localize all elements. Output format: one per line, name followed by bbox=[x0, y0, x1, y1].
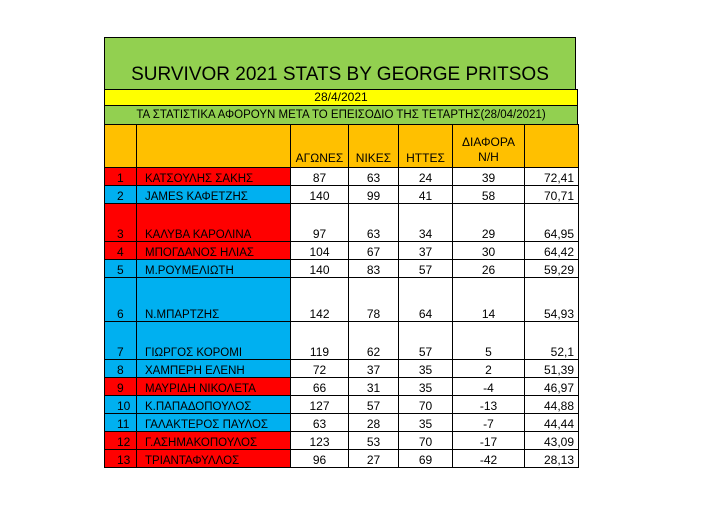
rank-cell: 10 bbox=[105, 396, 137, 414]
rank-cell: 7 bbox=[105, 322, 137, 360]
wins-cell: 37 bbox=[349, 360, 399, 378]
table-row bbox=[105, 432, 579, 450]
wins-cell: 63 bbox=[349, 204, 399, 242]
win-pct-cell: 44,88 bbox=[525, 396, 579, 414]
games-cell: 123 bbox=[291, 432, 349, 450]
header-rank bbox=[105, 125, 137, 168]
win-pct-cell: 43,09 bbox=[525, 432, 579, 450]
player-name-cell: JAMES ΚΑΦΕΤΖΗΣ bbox=[137, 186, 291, 204]
rank-cell: 13 bbox=[105, 450, 137, 468]
wins-cell: 31 bbox=[349, 378, 399, 396]
wins-cell: 83 bbox=[349, 260, 399, 278]
table-row bbox=[105, 414, 579, 432]
table-row bbox=[105, 360, 579, 378]
table-row bbox=[105, 378, 579, 396]
diff-cell: 26 bbox=[453, 260, 525, 278]
table-row bbox=[105, 260, 579, 278]
losses-cell: 37 bbox=[399, 242, 453, 260]
player-name-cell: Ν.ΜΠΑΡΤΖΗΣ bbox=[137, 278, 291, 322]
player-name-cell: ΜΠΟΓΔΑΝΟΣ ΗΛΙΑΣ bbox=[137, 242, 291, 260]
losses-cell: 57 bbox=[399, 322, 453, 360]
player-name-cell: ΤΡΙΑΝΤΑΦΥΛΛΟΣ bbox=[137, 450, 291, 468]
table-row bbox=[105, 450, 579, 468]
table-row bbox=[105, 396, 579, 414]
losses-cell: 35 bbox=[399, 378, 453, 396]
diff-cell: -42 bbox=[453, 450, 525, 468]
losses-cell: 24 bbox=[399, 168, 453, 186]
player-name-cell: ΚΑΤΣΟΥΛΗΣ ΣΑΚΗΣ bbox=[137, 168, 291, 186]
games-cell: 140 bbox=[291, 186, 349, 204]
header-diff: ΔΙΑΦΟΡΑ Ν/Η bbox=[453, 125, 525, 168]
table-row bbox=[105, 186, 579, 204]
sheet-note: ΤΑ ΣΤΑΤΙΣΤΙΚΑ ΑΦΟΡΟΥΝ ΜΕΤΑ ΤΟ ΕΠΕΙΣΟΔΙΟ ΤΗΣ ΤΕΤΑΡΤΗΣ(28/04/2021) bbox=[104, 105, 578, 124]
rank-cell: 1 bbox=[105, 168, 137, 186]
losses-cell: 70 bbox=[399, 432, 453, 450]
games-cell: 96 bbox=[291, 450, 349, 468]
table-row bbox=[105, 322, 579, 360]
player-name-cell: ΓΙΩΡΓΟΣ ΚΟΡΟΜΙ bbox=[137, 322, 291, 360]
losses-cell: 64 bbox=[399, 278, 453, 322]
win-pct-cell: 54,93 bbox=[525, 278, 579, 322]
games-cell: 119 bbox=[291, 322, 349, 360]
header-pct bbox=[525, 125, 579, 168]
rank-cell: 6 bbox=[105, 278, 137, 322]
wins-cell: 53 bbox=[349, 432, 399, 450]
stats-table bbox=[104, 124, 579, 468]
player-name-cell: ΓΑΛΑΚΤΕΡΟΣ ΠΑΥΛΟΣ bbox=[137, 414, 291, 432]
header-wins: ΝΙΚΕΣ bbox=[349, 125, 399, 168]
games-cell: 72 bbox=[291, 360, 349, 378]
header-row bbox=[105, 125, 579, 168]
losses-cell: 41 bbox=[399, 186, 453, 204]
losses-cell: 35 bbox=[399, 360, 453, 378]
rank-cell: 3 bbox=[105, 204, 137, 242]
games-cell: 97 bbox=[291, 204, 349, 242]
losses-cell: 70 bbox=[399, 396, 453, 414]
table-row bbox=[105, 204, 579, 242]
table-row bbox=[105, 242, 579, 260]
games-cell: 142 bbox=[291, 278, 349, 322]
wins-cell: 63 bbox=[349, 168, 399, 186]
rank-cell: 9 bbox=[105, 378, 137, 396]
games-cell: 87 bbox=[291, 168, 349, 186]
win-pct-cell: 51,39 bbox=[525, 360, 579, 378]
table-row bbox=[105, 168, 579, 186]
header-name bbox=[137, 125, 291, 168]
games-cell: 63 bbox=[291, 414, 349, 432]
rank-cell: 11 bbox=[105, 414, 137, 432]
games-cell: 140 bbox=[291, 260, 349, 278]
win-pct-cell: 72,41 bbox=[525, 168, 579, 186]
win-pct-cell: 44,44 bbox=[525, 414, 579, 432]
header-games: ΑΓΩΝΕΣ bbox=[291, 125, 349, 168]
losses-cell: 69 bbox=[399, 450, 453, 468]
win-pct-cell: 28,13 bbox=[525, 450, 579, 468]
sheet-date: 28/4/2021 bbox=[104, 89, 578, 105]
win-pct-cell: 46,97 bbox=[525, 378, 579, 396]
wins-cell: 99 bbox=[349, 186, 399, 204]
player-name-cell: ΜΑΥΡΙΔΗ ΝΙΚΟΛΕΤΑ bbox=[137, 378, 291, 396]
diff-cell: 29 bbox=[453, 204, 525, 242]
rank-cell: 5 bbox=[105, 260, 137, 278]
rank-cell: 12 bbox=[105, 432, 137, 450]
win-pct-cell: 59,29 bbox=[525, 260, 579, 278]
stats-sheet bbox=[104, 37, 578, 468]
wins-cell: 78 bbox=[349, 278, 399, 322]
diff-cell: -13 bbox=[453, 396, 525, 414]
diff-cell: 39 bbox=[453, 168, 525, 186]
player-name-cell: ΚΑΛΥΒΑ ΚΑΡΟΛΙΝΑ bbox=[137, 204, 291, 242]
losses-cell: 35 bbox=[399, 414, 453, 432]
win-pct-cell: 64,42 bbox=[525, 242, 579, 260]
player-name-cell: ΧΑΜΠΕΡΗ ΕΛΕΝΗ bbox=[137, 360, 291, 378]
losses-cell: 57 bbox=[399, 260, 453, 278]
games-cell: 104 bbox=[291, 242, 349, 260]
player-name-cell: Κ.ΠΑΠΑΔΟΠΟΥΛΟΣ bbox=[137, 396, 291, 414]
win-pct-cell: 64,95 bbox=[525, 204, 579, 242]
rank-cell: 8 bbox=[105, 360, 137, 378]
diff-cell: -4 bbox=[453, 378, 525, 396]
header-losses: ΗΤΤΕΣ bbox=[399, 125, 453, 168]
diff-cell: 5 bbox=[453, 322, 525, 360]
sheet-title: SURVIVOR 2021 STATS BY GEORGE PRITSOS bbox=[104, 37, 576, 89]
win-pct-cell: 70,71 bbox=[525, 186, 579, 204]
diff-cell: 14 bbox=[453, 278, 525, 322]
diff-cell: 2 bbox=[453, 360, 525, 378]
diff-cell: -17 bbox=[453, 432, 525, 450]
table-row bbox=[105, 278, 579, 322]
wins-cell: 62 bbox=[349, 322, 399, 360]
wins-cell: 27 bbox=[349, 450, 399, 468]
rank-cell: 2 bbox=[105, 186, 137, 204]
losses-cell: 34 bbox=[399, 204, 453, 242]
player-name-cell: Γ.ΑΣΗΜΑΚΟΠΟΥΛΟΣ bbox=[137, 432, 291, 450]
games-cell: 127 bbox=[291, 396, 349, 414]
diff-cell: 30 bbox=[453, 242, 525, 260]
player-name-cell: Μ.ΡΟΥΜΕΛΙΩΤΗ bbox=[137, 260, 291, 278]
wins-cell: 67 bbox=[349, 242, 399, 260]
games-cell: 66 bbox=[291, 378, 349, 396]
rank-cell: 4 bbox=[105, 242, 137, 260]
diff-cell: 58 bbox=[453, 186, 525, 204]
wins-cell: 57 bbox=[349, 396, 399, 414]
wins-cell: 28 bbox=[349, 414, 399, 432]
win-pct-cell: 52,1 bbox=[525, 322, 579, 360]
diff-cell: -7 bbox=[453, 414, 525, 432]
